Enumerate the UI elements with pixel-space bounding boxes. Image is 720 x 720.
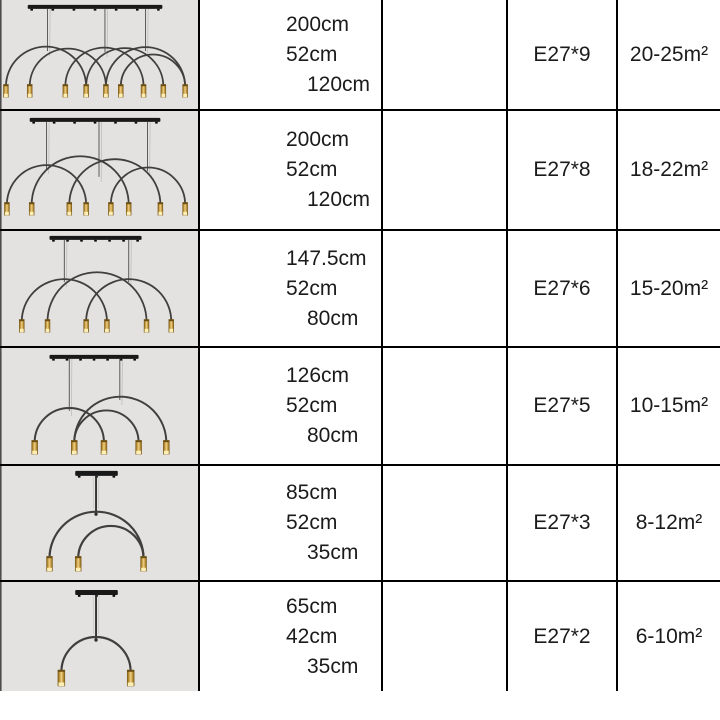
photo-edge	[0, 111, 2, 229]
socket-spec-cell	[508, 582, 618, 691]
dimension-length: 147.5cm	[286, 246, 367, 270]
dimension-length: 65cm	[286, 594, 338, 618]
socket-spec: E27*5	[533, 394, 591, 417]
coverage-area-cell	[618, 348, 720, 466]
photo-edge	[0, 348, 2, 464]
dimension-drop: 42cm	[286, 624, 338, 648]
lamp-photo-arched-pendant-8-bulb	[0, 111, 198, 229]
dimension-width: 80cm	[307, 306, 359, 330]
dimension-length: 126cm	[286, 364, 350, 387]
lamp-photo-arched-pendant-2-bulb	[0, 582, 198, 691]
lamp-image-cell	[0, 466, 200, 582]
dimension-drop: 52cm	[286, 42, 338, 66]
dimension-length: 200cm	[286, 128, 350, 151]
table-row	[0, 231, 720, 348]
dimension-length: 85cm	[286, 481, 338, 504]
dimension-width: 120cm	[307, 72, 371, 96]
dimension-drop: 52cm	[286, 511, 338, 534]
lamp-image-cell	[0, 582, 200, 691]
coverage-area: 20-25m²	[629, 42, 709, 66]
dimensions-cell	[200, 582, 383, 691]
coverage-area: 6-10m²	[635, 624, 703, 648]
dimension-width: 35cm	[307, 541, 359, 564]
socket-spec-cell	[508, 231, 618, 348]
socket-spec-cell	[508, 0, 618, 111]
empty-cell	[383, 0, 508, 111]
table-row	[0, 582, 720, 691]
empty-cell	[383, 231, 508, 348]
socket-spec: E27*9	[533, 42, 591, 66]
empty-cell	[383, 582, 508, 691]
table-row	[0, 0, 720, 111]
socket-spec: E27*8	[533, 158, 591, 181]
dimensions-cell	[200, 111, 383, 231]
dimensions-cell	[200, 231, 383, 348]
table-row	[0, 111, 720, 231]
coverage-area-cell	[618, 582, 720, 691]
dimension-width: 35cm	[307, 654, 359, 678]
socket-spec-cell	[508, 348, 618, 466]
socket-spec: E27*6	[533, 276, 591, 300]
dimensions-cell	[200, 0, 383, 111]
lamp-photo-arched-pendant-5-bulb	[0, 348, 198, 464]
coverage-area-cell	[618, 231, 720, 348]
dimensions-cell	[200, 348, 383, 466]
lamp-image-cell	[0, 348, 200, 466]
photo-edge	[0, 0, 2, 109]
socket-spec-cell	[508, 466, 618, 582]
lamp-photo-arched-pendant-9-bulb	[0, 0, 198, 109]
lamp-photo-arched-pendant-6-bulb	[0, 231, 198, 346]
lamp-photo-arched-pendant-3-bulb	[0, 466, 198, 580]
dimension-length: 200cm	[286, 12, 350, 36]
lamp-image-cell	[0, 231, 200, 348]
coverage-area-cell	[618, 0, 720, 111]
dimensions-cell	[200, 466, 383, 582]
socket-spec: E27*2	[533, 624, 591, 648]
dimension-drop: 52cm	[286, 276, 338, 300]
photo-edge	[0, 582, 2, 691]
lamp-image-cell	[0, 111, 200, 231]
empty-cell	[383, 111, 508, 231]
dimension-drop: 52cm	[286, 158, 338, 181]
coverage-area: 8-12m²	[635, 511, 703, 534]
photo-edge	[0, 231, 2, 346]
coverage-area: 15-20m²	[629, 276, 709, 300]
socket-spec: E27*3	[533, 511, 591, 534]
coverage-area: 10-15m²	[629, 394, 709, 417]
socket-spec-cell	[508, 111, 618, 231]
table-row	[0, 466, 720, 582]
coverage-area-cell	[618, 466, 720, 582]
dimension-drop: 52cm	[286, 394, 338, 417]
coverage-area-cell	[618, 111, 720, 231]
empty-cell	[383, 348, 508, 466]
dimension-width: 80cm	[307, 424, 359, 447]
empty-cell	[383, 466, 508, 582]
table-row	[0, 348, 720, 466]
photo-edge	[0, 466, 2, 580]
coverage-area: 18-22m²	[629, 158, 709, 181]
dimension-width: 120cm	[307, 188, 371, 211]
lamp-image-cell	[0, 0, 200, 111]
